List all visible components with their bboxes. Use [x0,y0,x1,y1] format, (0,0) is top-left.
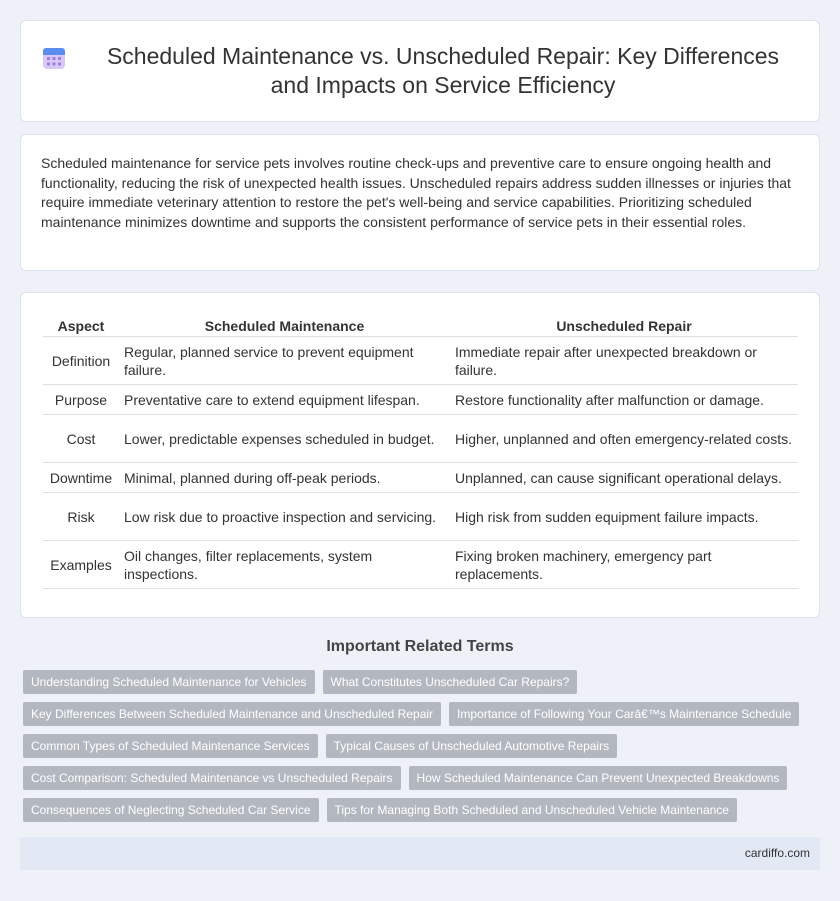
row-aspect: Examples [43,541,119,589]
table-row [43,337,798,385]
row-aspect: Definition [43,337,119,385]
row-scheduled: Oil changes, filter replacements, system inspections. [119,541,450,589]
row-aspect: Purpose [43,385,119,415]
related-term-tag[interactable]: Typical Causes of Unscheduled Automotive Repairs [326,734,617,758]
table-row [43,493,798,541]
row-scheduled: Preventative care to extend equipment lifespan. [119,385,450,415]
comparison-table-card [20,292,820,618]
related-term-tag[interactable]: Key Differences Between Scheduled Maintenance and Unscheduled Repair [23,702,441,726]
table-row [43,463,798,493]
header-unscheduled: Unscheduled Repair [450,313,798,337]
header-card [20,20,820,122]
related-term-tag[interactable]: What Constitutes Unscheduled Car Repairs? [323,670,578,694]
calendar-icon [41,45,67,71]
related-terms-list [23,670,813,830]
related-term-tag[interactable]: Understanding Scheduled Maintenance for Vehicles [23,670,315,694]
row-aspect: Cost [43,415,119,463]
intro-text: Scheduled maintenance for service pets involves routine check-ups and preventive care to ensure ongoing health and functionality, reducing the risk of unexpected health issues. Unscheduled repairs address sudden illnesses or injuries that require immediate veterinary attention to restore the pet's well-being and service capabilities. Prioritizing scheduled maintenance minimizes downtime and supports the consistent performance of service pets in their essential roles. [41,155,791,230]
row-scheduled: Minimal, planned during off-peak periods. [119,463,450,493]
row-aspect: Risk [43,493,119,541]
row-unscheduled: Unplanned, can cause significant operational delays. [450,463,798,493]
related-term-tag[interactable]: Common Types of Scheduled Maintenance Services [23,734,318,758]
related-term-tag[interactable]: How Scheduled Maintenance Can Prevent Unexpected Breakdowns [409,766,788,790]
related-term-tag[interactable]: Consequences of Neglecting Scheduled Car Service [23,798,319,822]
row-unscheduled: Fixing broken machinery, emergency part replacements. [450,541,798,589]
page-title: Scheduled Maintenance vs. Unscheduled Repair: Key Differences and Impacts on Service Efficiency [106,43,780,98]
footer [20,837,820,870]
related-term-tag[interactable]: Tips for Managing Both Scheduled and Unscheduled Vehicle Maintenance [327,798,737,822]
row-scheduled: Lower, predictable expenses scheduled in budget. [119,415,450,463]
row-unscheduled: High risk from sudden equipment failure impacts. [450,493,798,541]
intro-card [20,134,820,271]
row-unscheduled: Higher, unplanned and often emergency-related costs. [450,415,798,463]
related-term-tag[interactable]: Importance of Following Your Carâ€™s Maintenance Schedule [449,702,799,726]
related-terms-title: Important Related Terms [326,638,514,655]
header-aspect: Aspect [43,313,119,337]
row-unscheduled: Restore functionality after malfunction or damage. [450,385,798,415]
header-scheduled: Scheduled Maintenance [119,313,450,337]
row-unscheduled: Immediate repair after unexpected breakdown or failure. [450,337,798,385]
table-row [43,385,798,415]
table-header-row [43,313,798,337]
row-scheduled: Regular, planned service to prevent equipment failure. [119,337,450,385]
footer-site-link[interactable]: cardiffo.com [744,846,810,860]
comparison-table [43,313,798,589]
table-row [43,415,798,463]
row-scheduled: Low risk due to proactive inspection and servicing. [119,493,450,541]
row-aspect: Downtime [43,463,119,493]
table-row [43,541,798,589]
related-term-tag[interactable]: Cost Comparison: Scheduled Maintenance vs Unscheduled Repairs [23,766,401,790]
